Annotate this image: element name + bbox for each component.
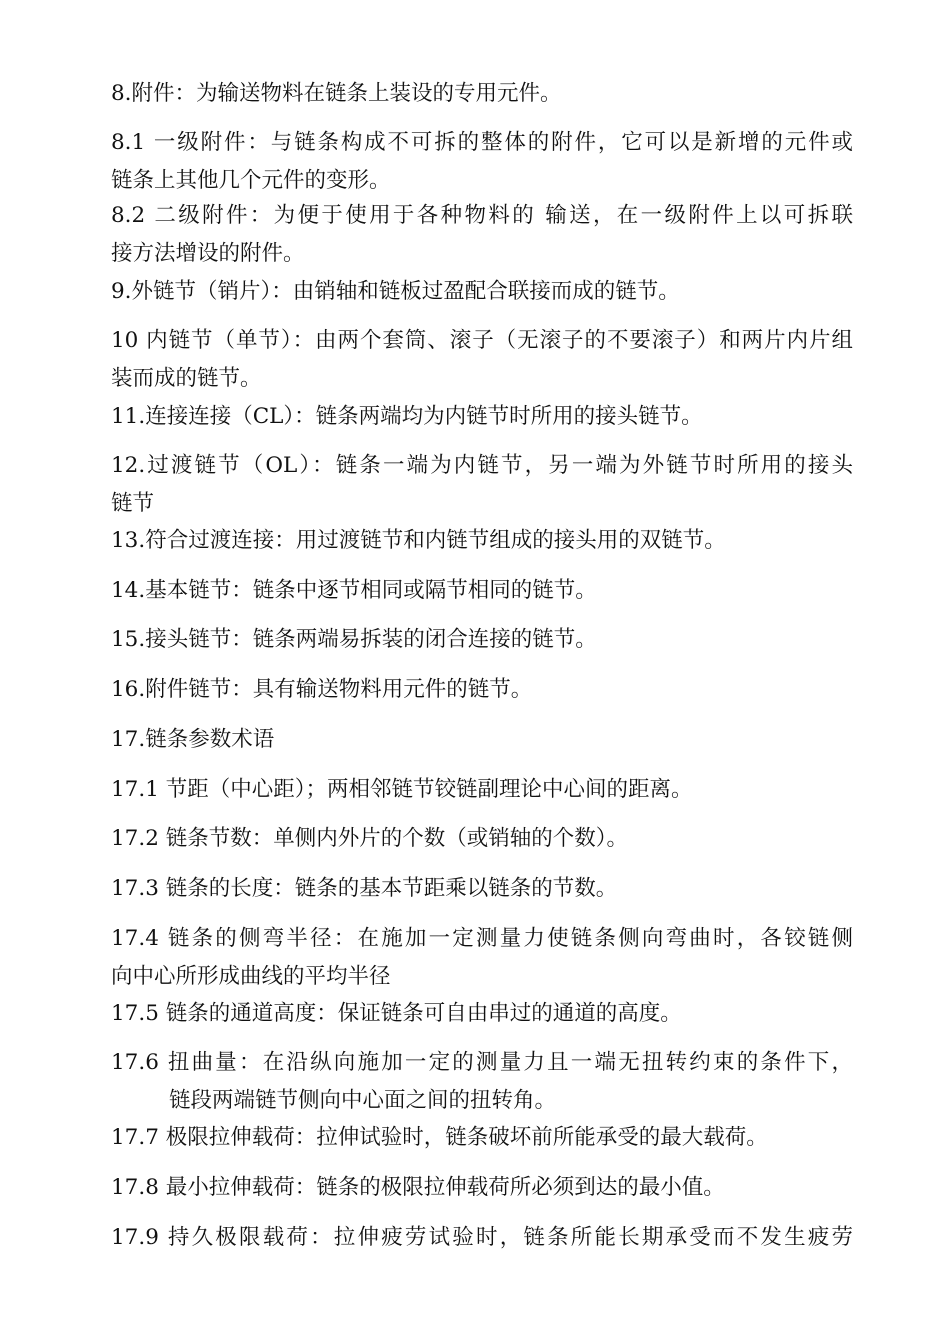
text-line: 向中心所形成曲线的平均半径 — [111, 964, 391, 989]
paragraph-10 — [111, 322, 853, 398]
paragraph-14 — [111, 572, 853, 610]
paragraph-15 — [111, 621, 853, 659]
text-line: 接方法增设的附件。 — [111, 241, 305, 266]
paragraph-16 — [111, 671, 853, 709]
text-line: 9.外链节（销片）：由销轴和链板过盈配合联接而成的链节。 — [111, 279, 680, 304]
paragraph-17-4 — [111, 920, 853, 996]
text-line: 8.2 二级附件：为便于使用于各种物料的 输送，在一级附件上以可拆联 — [111, 203, 853, 228]
text-line: 17.2 链条节数：单侧内外片的个数（或销轴的个数）。 — [111, 826, 628, 851]
text-line: 11.连接连接（CL）：链条两端均为内链节时所用的接头链节。 — [111, 404, 703, 429]
text-line: 8.附件：为输送物料在链条上装设的专用元件。 — [111, 81, 562, 106]
text-line: 17.5 链条的通道高度：保证链条可自由串过的通道的高度。 — [111, 1001, 682, 1026]
paragraph-17-2 — [111, 820, 853, 858]
paragraph-17-7 — [111, 1119, 853, 1157]
paragraph-8-1 — [111, 124, 853, 200]
text-line: 16.附件链节：具有输送物料用元件的链节。 — [111, 677, 533, 702]
paragraph-17-3 — [111, 870, 853, 908]
text-line: 13.符合过渡连接：用过渡链节和内链节组成的接头用的双链节。 — [111, 528, 726, 553]
text-line: 17.4 链条的侧弯半径：在施加一定测量力使链条侧向弯曲时，各铰链侧 — [111, 926, 853, 951]
text-line: 17.8 最小拉伸载荷：链条的极限拉伸载荷所必须到达的最小值。 — [111, 1175, 725, 1200]
paragraph-17-6 — [111, 1044, 853, 1120]
paragraph-8 — [111, 75, 853, 113]
paragraph-11 — [111, 398, 853, 436]
paragraph-13 — [111, 522, 853, 560]
text-line: 链段两端链节侧向中心面之间的扭转角。 — [169, 1088, 557, 1113]
paragraph-17-1 — [111, 771, 853, 809]
text-line: 17.1 节距（中心距）；两相邻链节铰链副理论中心间的距离。 — [111, 777, 693, 802]
paragraph-17-5 — [111, 995, 853, 1033]
paragraph-17 — [111, 721, 853, 759]
text-line: 17.6 扭曲量：在沿纵向施加一定的测量力且一端无扭转约束的条件下， — [111, 1050, 853, 1075]
paragraph-8-2 — [111, 197, 853, 273]
text-line: 17.链条参数术语 — [111, 727, 275, 752]
text-line: 链条上其他几个元件的变形。 — [111, 168, 391, 193]
text-line: 链节 — [111, 491, 155, 516]
text-line: 10 内链节（单节）：由两个套筒、滚子（无滚子的不要滚子）和两片内片组 — [111, 328, 853, 353]
text-line: 12.过渡链节（OL）：链条一端为内链节，另一端为外链节时所用的接头 — [111, 453, 853, 478]
text-line: 17.3 链条的长度：链条的基本节距乘以链条的节数。 — [111, 876, 618, 901]
paragraph-17-8 — [111, 1169, 853, 1207]
paragraph-9 — [111, 273, 853, 311]
text-line: 装而成的链节。 — [111, 366, 262, 391]
text-line: 8.1 一级附件：与链条构成不可拆的整体的附件，它可以是新增的元件或 — [111, 130, 853, 155]
paragraph-17-9 — [111, 1219, 853, 1257]
paragraph-12 — [111, 447, 853, 523]
text-line: 14.基本链节：链条中逐节相同或隔节相同的链节。 — [111, 578, 597, 603]
text-line: 15.接头链节：链条两端易拆装的闭合连接的链节。 — [111, 627, 597, 652]
text-line: 17.9 持久极限载荷：拉伸疲劳试验时，链条所能长期承受而不发生疲劳 — [111, 1225, 853, 1250]
text-line: 17.7 极限拉伸载荷：拉伸试验时，链条破坏前所能承受的最大载荷。 — [111, 1125, 768, 1150]
